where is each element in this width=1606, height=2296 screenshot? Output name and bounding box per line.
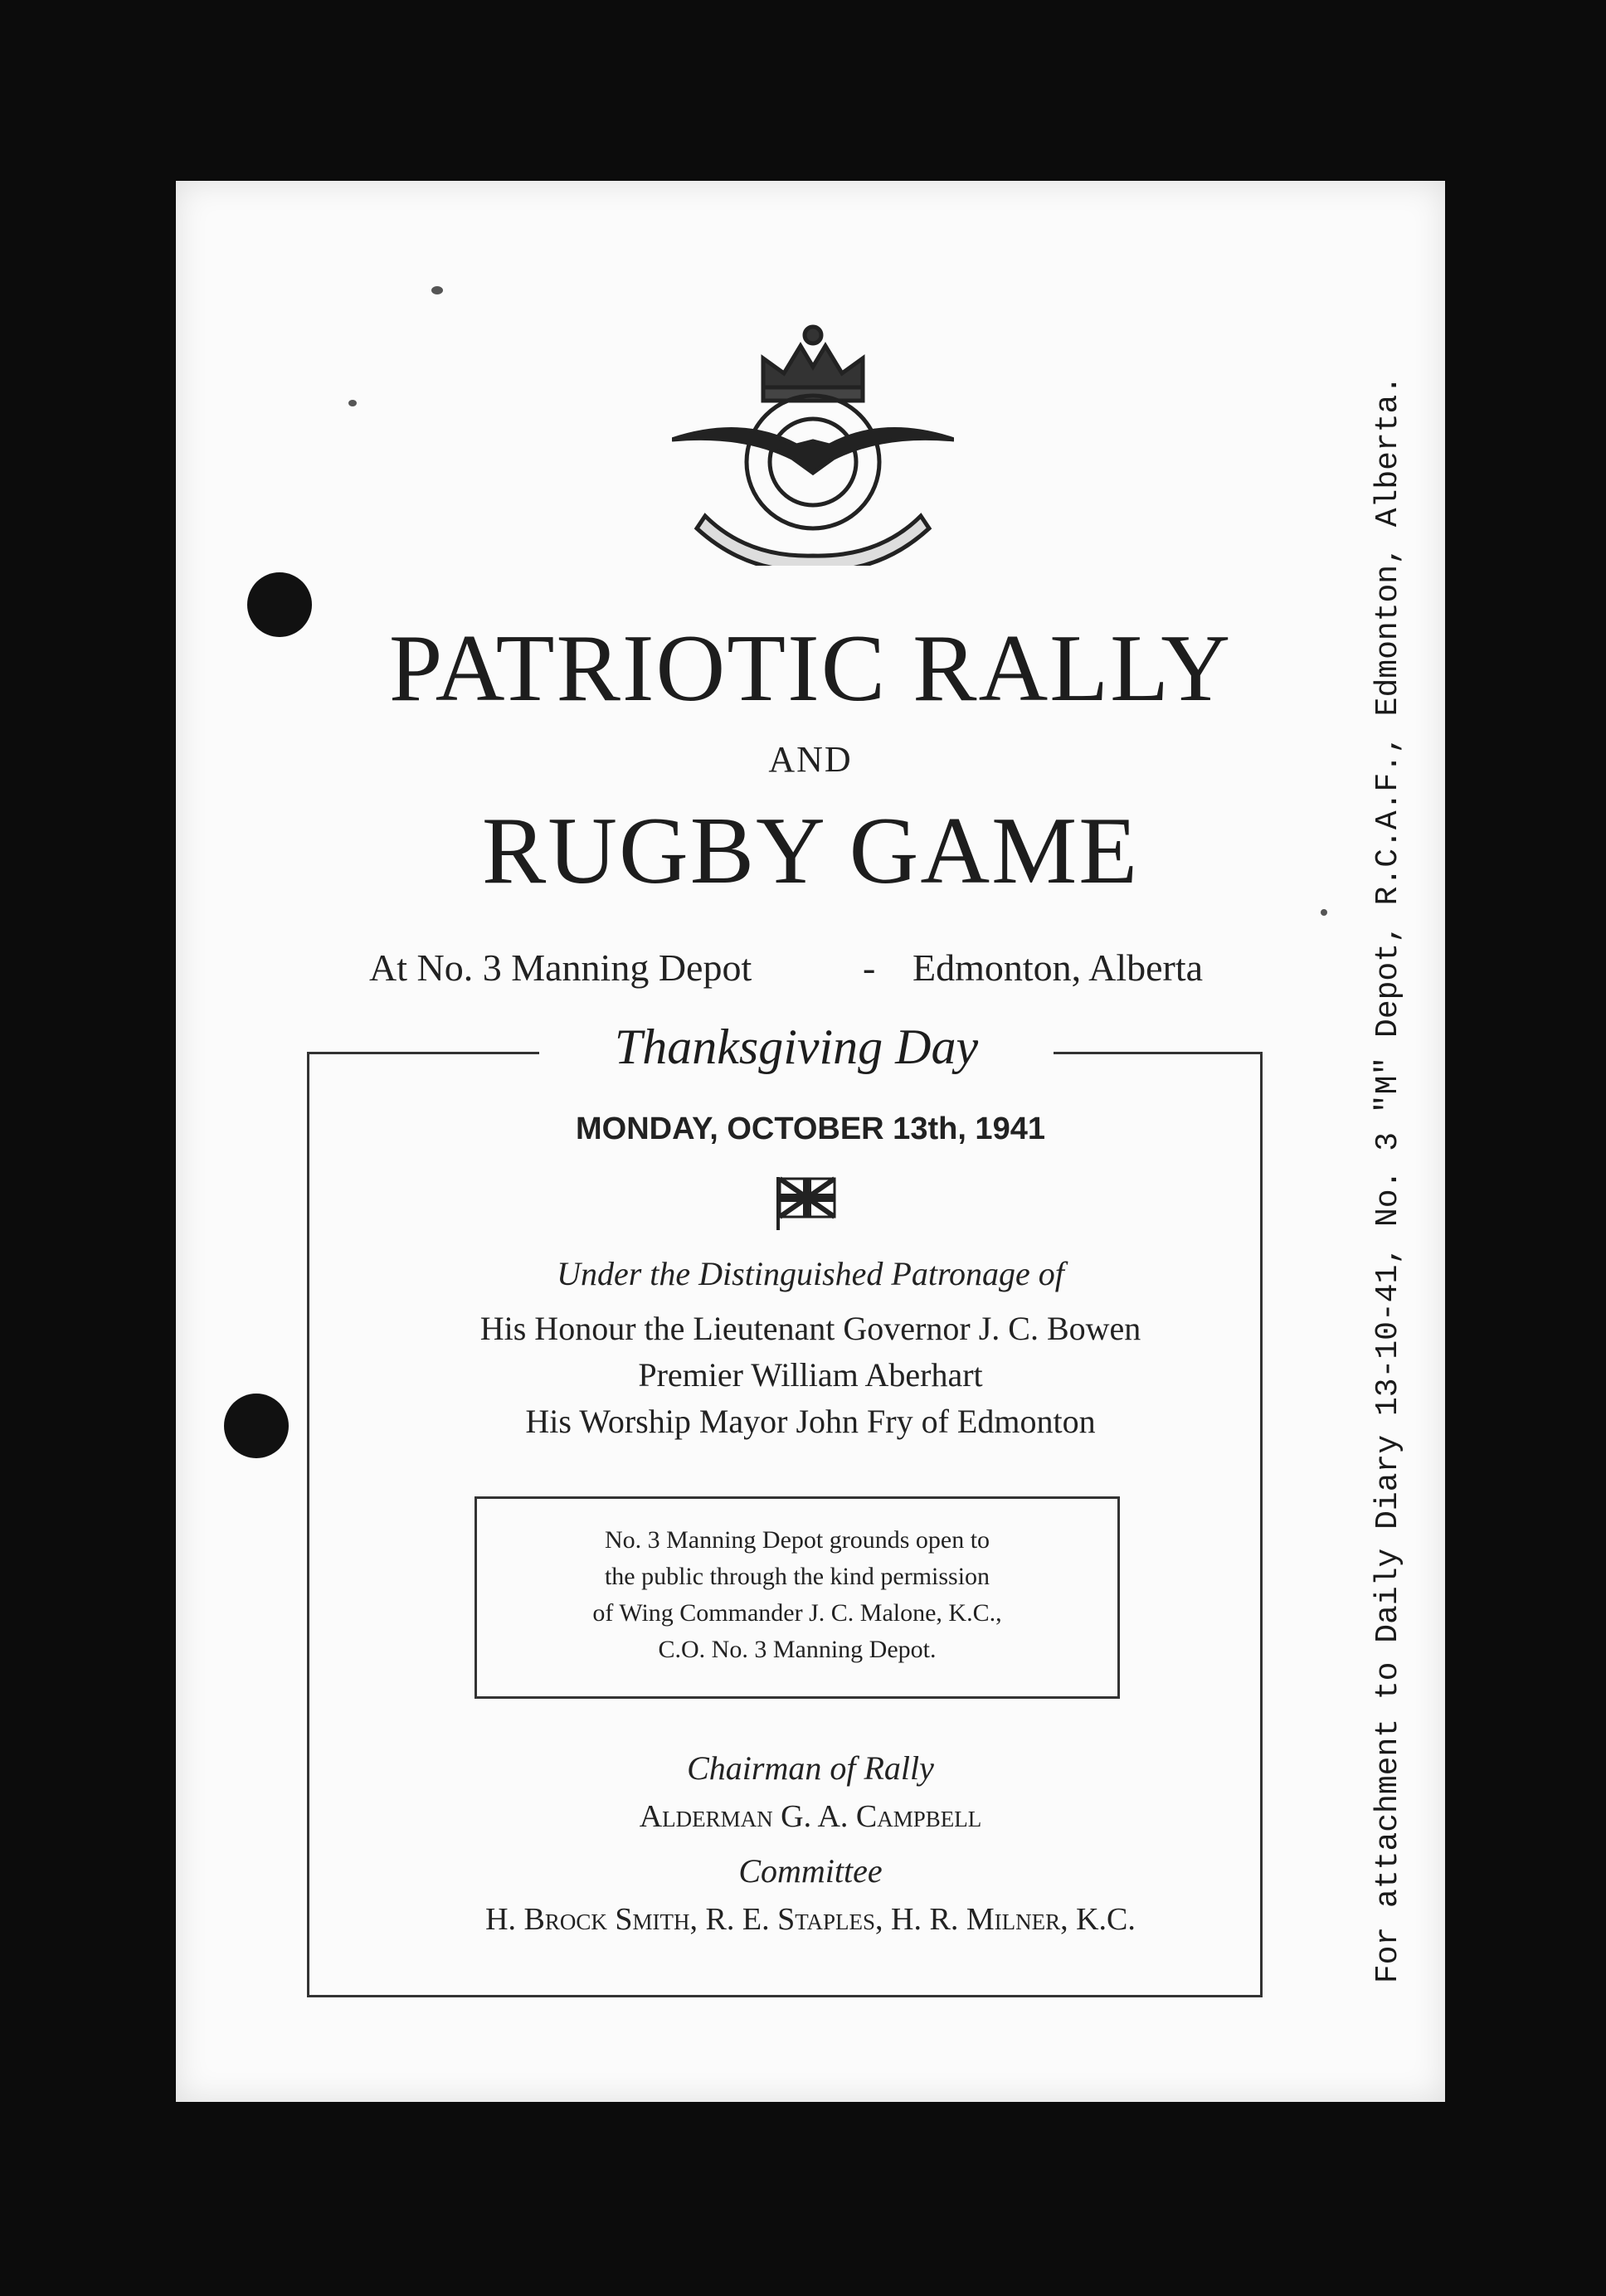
location-separator: - (863, 946, 876, 989)
attachment-note: For attachment to Daily Diary 13-10-41, No. 3 "M" Depot, R.C.A.F., Edmonton, Alberta. (1370, 375, 1406, 1984)
paper-speck (1321, 909, 1327, 916)
chairman-name: Alderman G. A. Campbell (639, 1799, 982, 1834)
union-flag-icon (775, 1174, 840, 1230)
rcaf-crest-icon (672, 309, 954, 566)
grounds-notice-box (474, 1496, 1120, 1699)
event-date: MONDAY, OCTOBER 13th, 1941 (576, 1112, 1045, 1146)
notice-line: C.O. No. 3 Manning Depot. (658, 1636, 937, 1663)
occasion-heading: Thanksgiving Day (539, 1019, 1054, 1076)
patronage-intro: Under the Distinguished Patronage of (557, 1255, 1064, 1292)
title-line-1: PATRIOTIC RALLY (388, 615, 1233, 722)
committee-names: H. Brock Smith, R. E. Staples, H. R. Milner, K.C. (485, 1902, 1136, 1937)
chairman-label: Chairman of Rally (687, 1749, 934, 1787)
title-line-2: AND (768, 739, 853, 780)
title-line-3: RUGBY GAME (481, 798, 1140, 904)
paper-speck (348, 400, 357, 406)
notice-line: the public through the kind permission (604, 1563, 990, 1590)
paper-speck (431, 286, 443, 294)
patron-name: Premier William Aberhart (638, 1356, 983, 1394)
notice-line: No. 3 Manning Depot grounds open to (604, 1526, 990, 1554)
patron-name: His Honour the Lieutenant Governor J. C. Bowen (479, 1310, 1141, 1347)
location-depot: At No. 3 Manning Depot (369, 946, 752, 989)
patron-name: His Worship Mayor John Fry of Edmonton (525, 1403, 1096, 1440)
committee-label: Committee (738, 1852, 883, 1890)
location-city: Edmonton, Alberta (912, 946, 1204, 989)
notice-line: of Wing Commander J. C. Malone, K.C., (592, 1599, 1002, 1627)
